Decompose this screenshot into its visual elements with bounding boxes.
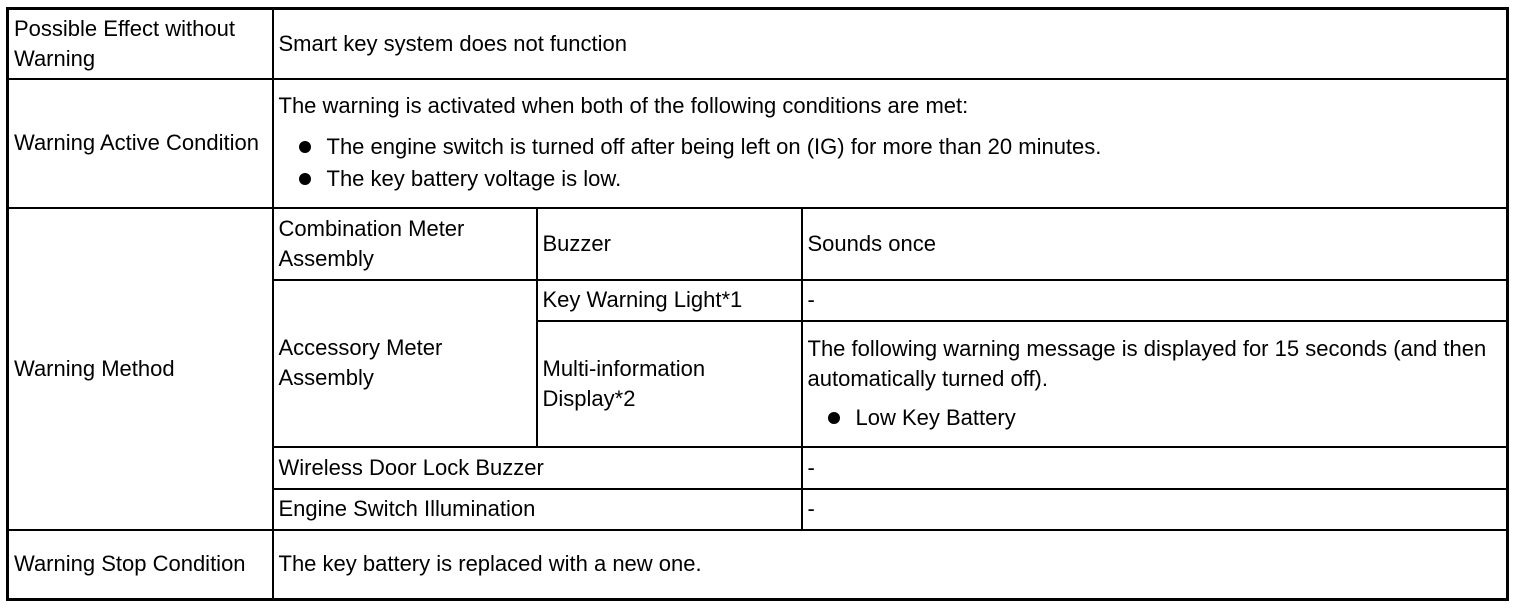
- door-lock-buzzer-behavior: -: [802, 447, 1508, 489]
- multi-info-cell: [802, 321, 1508, 447]
- stop-condition-label: Warning Stop Condition: [8, 530, 273, 600]
- multi-info-message-list: [808, 402, 1502, 434]
- combination-meter-label: Combination Meter Assembly: [273, 208, 537, 280]
- key-warning-light-behavior: -: [802, 280, 1508, 321]
- active-condition-intro: The warning is activated when both of the following conditions are met:: [278, 93, 969, 118]
- engine-switch-illumination-label: Engine Switch Illumination: [273, 489, 802, 530]
- multi-info-behavior: The following warning message is displayed for 15 seconds (and then automatically turned off).: [807, 335, 1487, 391]
- row-possible-effect: [8, 9, 1508, 79]
- bullet-icon: [299, 173, 311, 185]
- active-condition-item-2: [279, 163, 1502, 195]
- active-condition-item-1-text: The engine switch is turned off after being left on (IG) for more than 20 minutes.: [326, 134, 1102, 159]
- multi-info-message: Low Key Battery: [855, 404, 1016, 430]
- row-active-condition: [8, 79, 1508, 208]
- row-combination-meter: [8, 208, 1508, 280]
- key-warning-light-device: Key Warning Light*1: [537, 280, 802, 321]
- active-condition-item-1: [279, 131, 1502, 163]
- combination-meter-device: Buzzer: [537, 208, 802, 280]
- warning-method-label: Warning Method: [8, 208, 273, 530]
- active-condition-cell: [273, 79, 1508, 208]
- door-lock-buzzer-label: Wireless Door Lock Buzzer: [273, 447, 802, 489]
- bullet-icon: [828, 412, 840, 424]
- engine-switch-illumination-behavior: -: [802, 489, 1508, 530]
- combination-meter-behavior: Sounds once: [802, 208, 1508, 280]
- possible-effect-label: Possible Effect without Warning: [8, 9, 273, 79]
- bullet-icon: [299, 141, 311, 153]
- row-stop-condition: [8, 530, 1508, 600]
- active-condition-list: [279, 131, 1502, 195]
- active-condition-label: Warning Active Condition: [8, 79, 273, 208]
- multi-info-device: Multi-information Display*2: [537, 321, 802, 447]
- accessory-meter-label: Accessory Meter Assembly: [273, 280, 537, 447]
- multi-info-message-item: [808, 402, 1502, 434]
- possible-effect-value: Smart key system does not function: [273, 9, 1508, 79]
- active-condition-item-2-text: The key battery voltage is low.: [326, 166, 622, 191]
- stop-condition-value: The key battery is replaced with a new one.: [273, 530, 1508, 600]
- warning-spec-table: [6, 7, 1509, 601]
